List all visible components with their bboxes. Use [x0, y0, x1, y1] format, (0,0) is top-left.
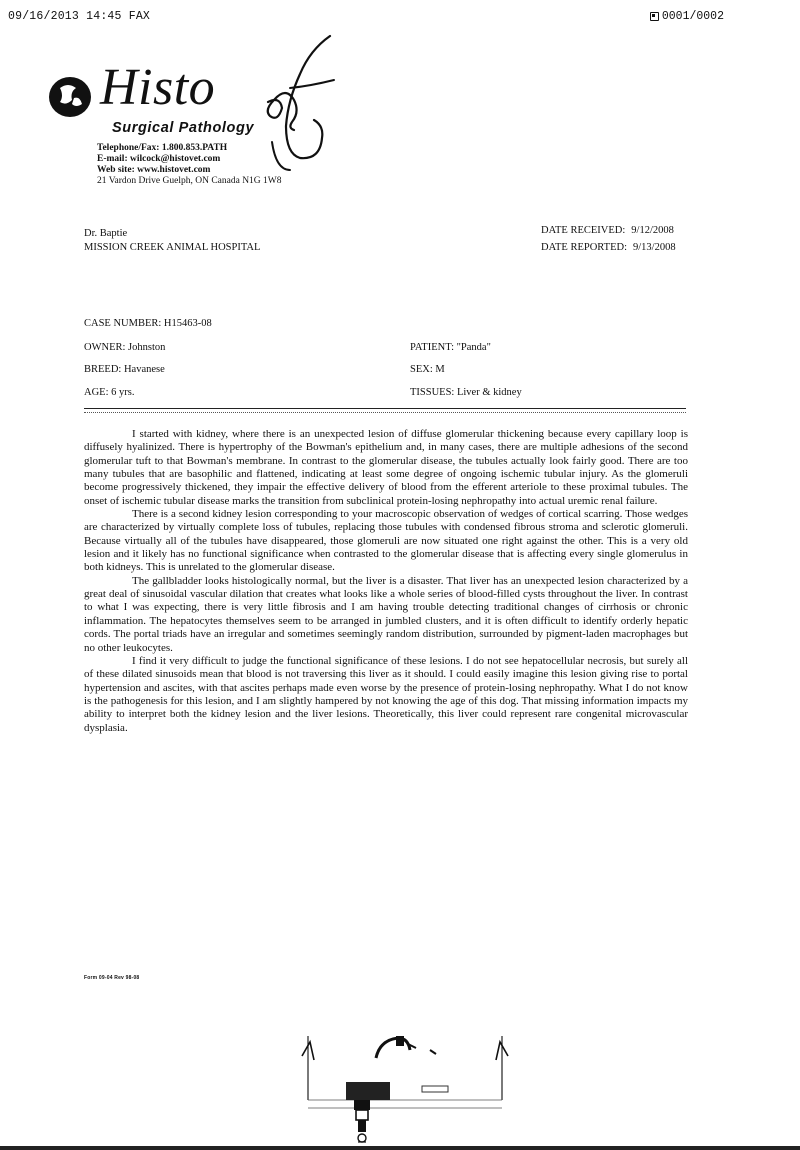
- fax-page-icon: [650, 12, 659, 21]
- scan-artifact-drawing: [300, 1030, 510, 1148]
- date-received-row: [541, 222, 676, 239]
- report-paragraph: The gallbladder looks histologically normal, but the liver is a disaster. That liver has an unexpected lesion characterized by a great deal of sinusoidal vascular dilation that creates what looks like a whole series of blood-filled cysts throughout the liver. In contrast to what I was expecting, there is very little fibrosis and I am having trouble detecting traditional changes of cirrhosis or chronic inflammation. The hepatocytes themselves seem to be arranged in jumbled clusters, and it is often difficult to identify orderly hepatic cords. The portal triads have an irregular and sometimes seemingly random distribution, surrounded by pigment-laden macrophages but no other leukocytes.: [84, 574, 688, 654]
- letterhead-contact: [97, 143, 282, 187]
- tissues-field: TISSUES: Liver & kidney: [410, 387, 522, 398]
- report-paragraph: I find it very difficult to judge the functional significance of these lesions. I do not see hepatocellular necrosis, but surely all of these dilated sinusoids mean that blood is not traversing this liver as it should. I could easily imagine this lesion giving rise to portal hypertension and ascites, with that ascites perhaps made even worse by the presence of protein-losing nephropathy. What I do not know is the pathogenesis for this lesion, and I am slightly hampered by not knowing the age of this dog. That missing information impacts my ability to interpret both the kidney lesion and the liver lesions. Theoretically, this liver could represent rare congenital microvascular dysplasia.: [84, 654, 688, 734]
- section-divider: [84, 408, 686, 413]
- date-received-value: 9/12/2008: [631, 225, 674, 236]
- fax-page-counter: 0001/0002: [661, 10, 724, 23]
- age-field: AGE: 6 yrs.: [84, 387, 135, 398]
- recipient-clinic: MISSION CREEK ANIMAL HOSPITAL: [84, 242, 261, 253]
- date-reported-value: 9/13/2008: [633, 242, 676, 253]
- fax-timestamp: 09/16/2013 14:45 FAX: [8, 10, 151, 23]
- date-received-label: DATE RECEIVED:: [541, 225, 626, 236]
- contact-address: 21 Vardon Drive Guelph, ON Canada N1G 1W8: [97, 176, 282, 186]
- fax-page-counter-group: [650, 10, 724, 23]
- contact-email: E-mail: wilcock@histovet.com: [97, 154, 221, 164]
- patient-field: PATIENT: "Panda": [410, 342, 491, 353]
- owner-field: OWNER: Johnston: [84, 342, 166, 353]
- date-reported-row: [541, 239, 676, 256]
- breed-field: BREED: Havanese: [84, 364, 165, 375]
- report-paragraph: There is a second kidney lesion corresponding to your macroscopic observation of wedges of cortical scarring. Those wedges are characterized by virtually complete loss of tubules, replacing those tubules with condensed fibrous stroma and sclerotic glomeruli. Because virtually all of the tubules have disappeared, those glomeruli are now situated one right against the other. This is a very old lesion and it likely has no functional significance when contrasted to the glomerular disease that is affecting every single glomerulus in both kidneys. This is unrelated to the glomerular disease.: [84, 508, 688, 574]
- contact-phone: Telephone/Fax: 1.800.853.PATH: [97, 143, 228, 153]
- recipient-doctor: Dr. Baptie: [84, 228, 128, 239]
- brand-name: [100, 59, 216, 116]
- dates-block: [541, 222, 676, 256]
- scan-bottom-edge: [0, 1146, 800, 1150]
- report-body: [84, 428, 688, 735]
- recipient-block: [84, 227, 260, 255]
- form-number: Form 09-04 Rev 98-08: [84, 975, 140, 981]
- report-paragraph: I started with kidney, where there is an unexpected lesion of diffuse glomerular thickening because every capillary loop is diffusely hyalinized. There is hypertrophy of the Bowman's epithelium and, in many cases, there are multiple adhesions of the second glomerular tuft to that Bowman's membrane. In contrast to the glomerular disease, the tubules actually look fairly good. There are too many tubules that are basophilic and flattened, indicating at least some degree of ongoing ischemic tubular injury. As the glomeruli become progressively thickened, they impair the effective delivery of blood from the efferent arteriole to these proximal tubules. The onset of ischemic tubular disease marks the transition from subclinical protein-losing nephropathy into actual uremic renal failure.: [84, 428, 688, 507]
- date-reported-label: DATE REPORTED:: [541, 242, 627, 253]
- brand-subtitle: Surgical Pathology: [112, 120, 255, 136]
- brand-text: Histo: [100, 59, 216, 116]
- sex-field: SEX: M: [410, 364, 445, 375]
- contact-website: Web site: www.histovet.com: [97, 165, 211, 175]
- case-number: CASE NUMBER: H15463-08: [84, 318, 212, 329]
- histovet-logo-icon: [46, 74, 98, 120]
